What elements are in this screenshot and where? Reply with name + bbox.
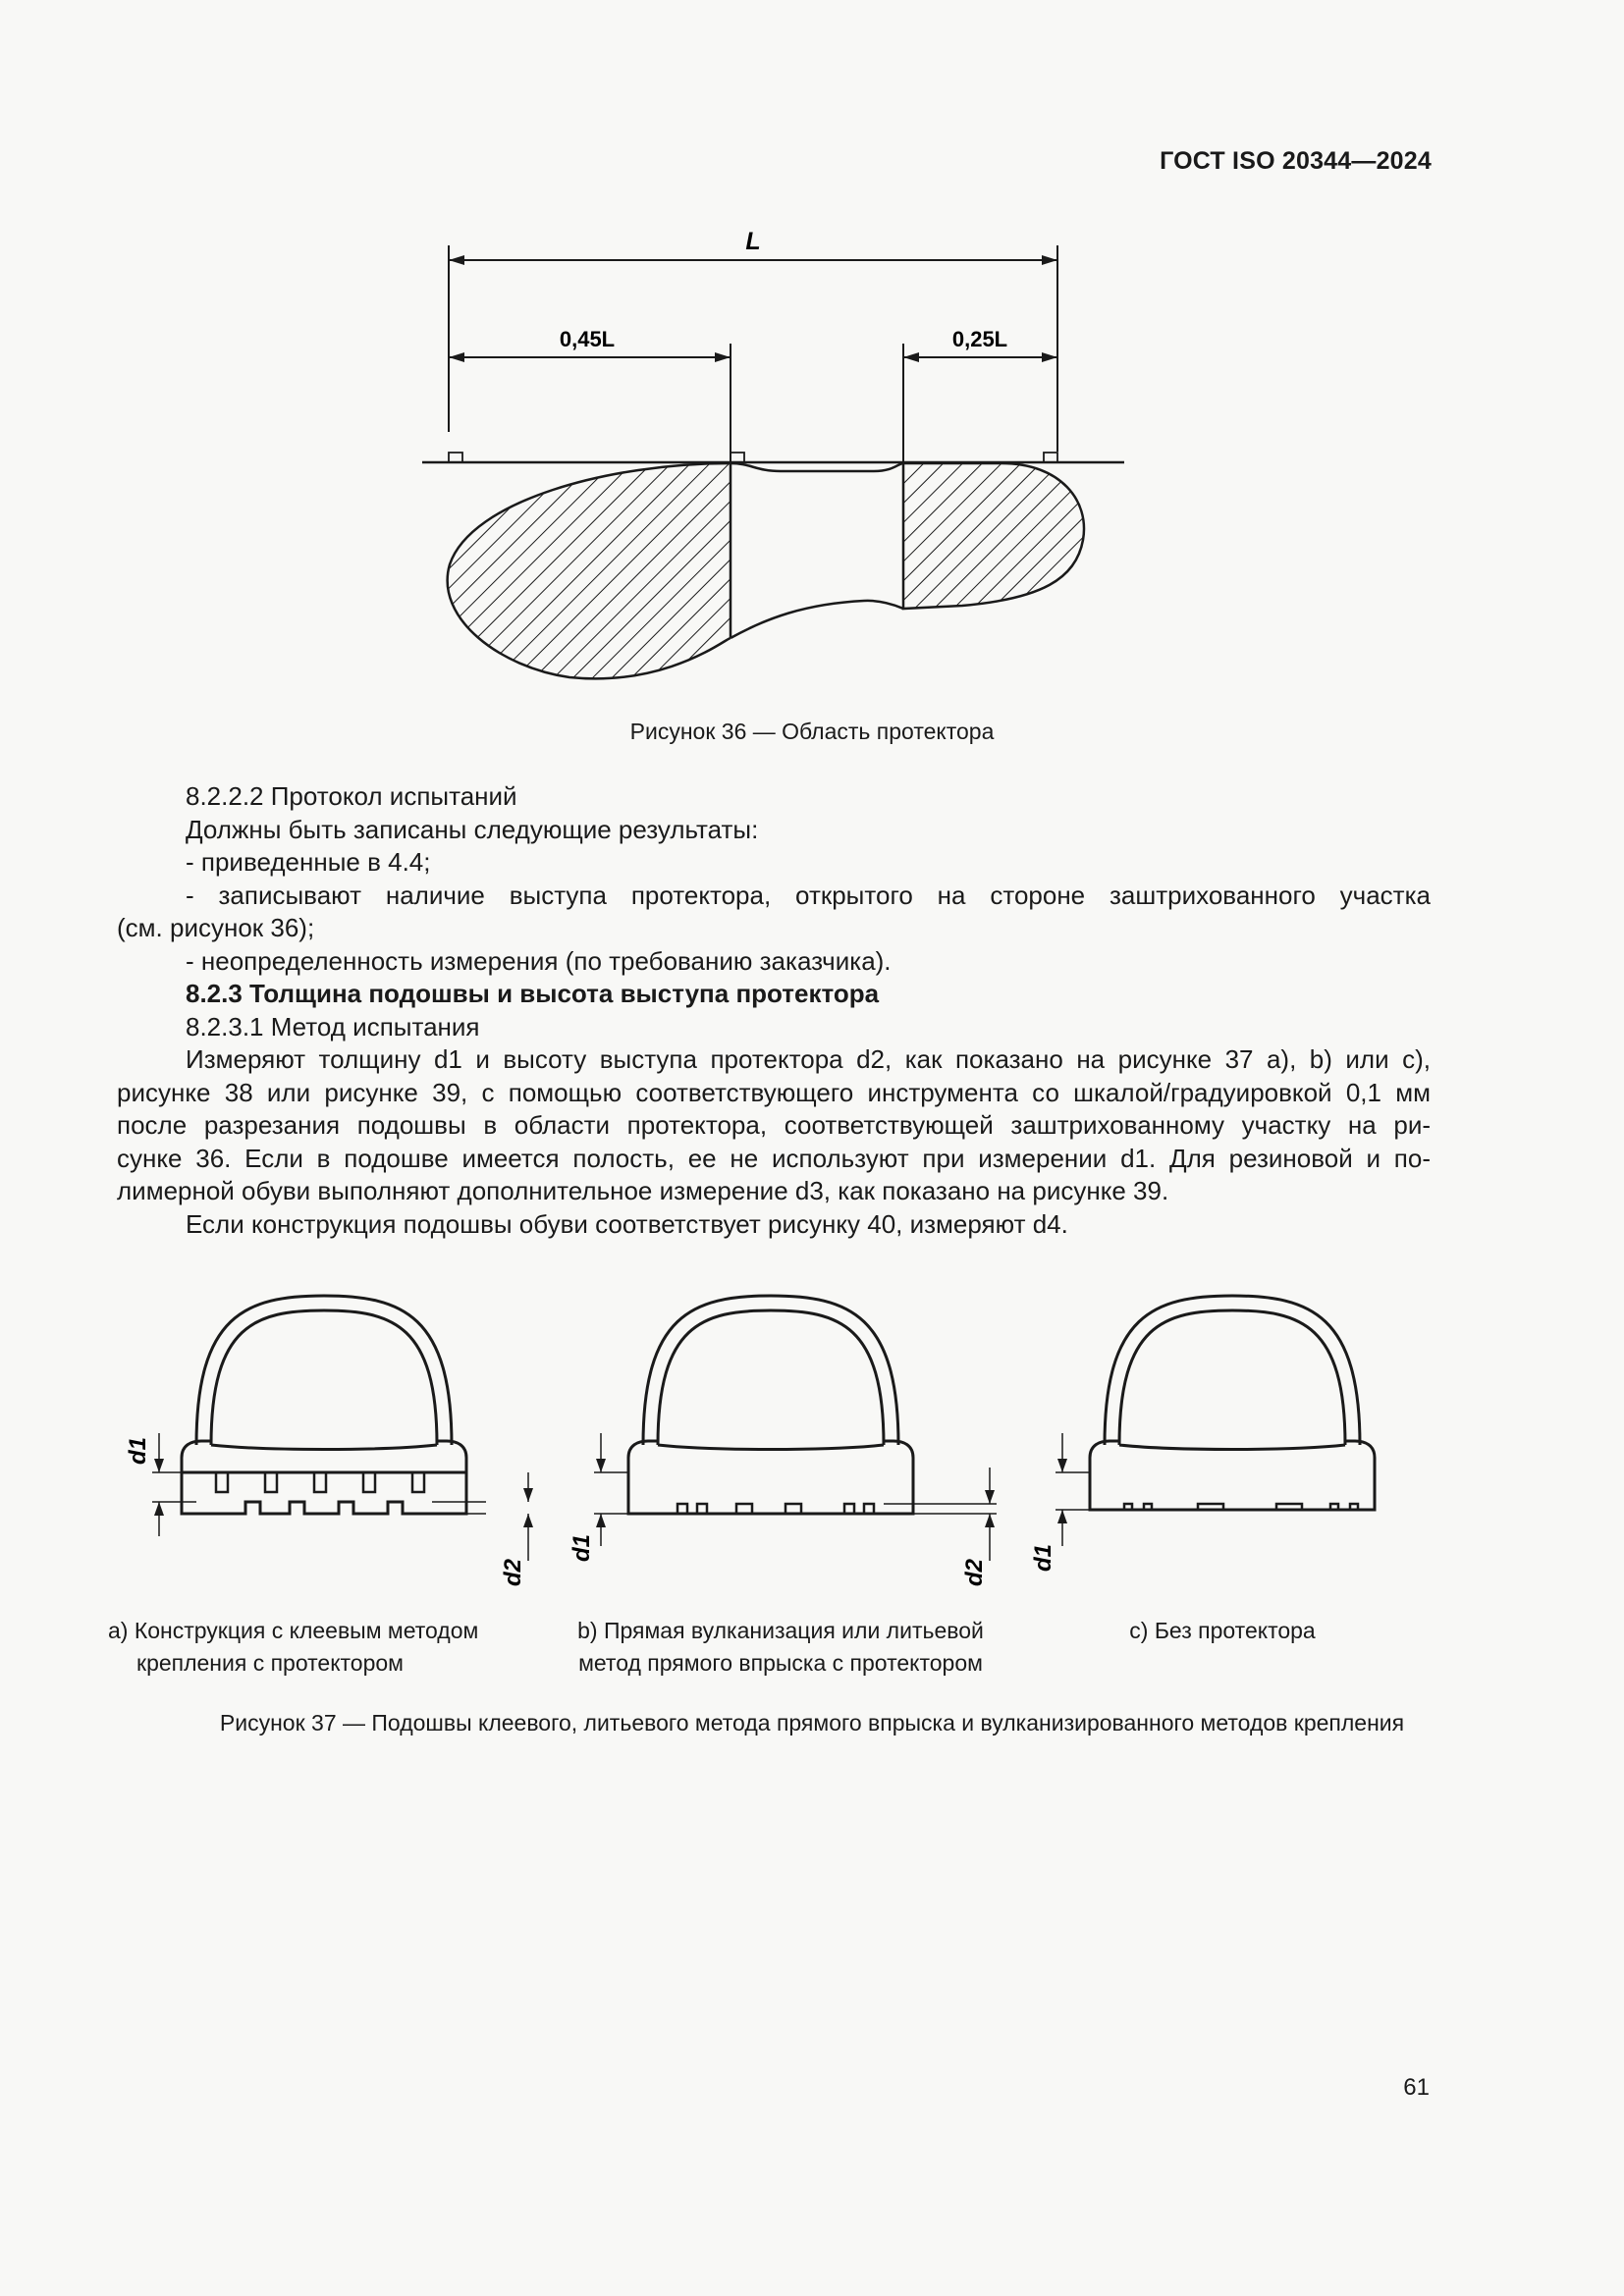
subcaption-c-line1: с) Без протектора [1129, 1618, 1316, 1643]
dimension-d1-label: d1 [1030, 1543, 1056, 1573]
body-text [117, 780, 1431, 1241]
paragraph-1-line4: сунке 36. Если в подошве имеется полость, ее не используют при измерении d1. Для резиновой и по- [117, 1143, 1431, 1173]
list-item-1: - приведенные в 4.4; [186, 847, 431, 877]
dimension-d1-label: d1 [125, 1436, 151, 1466]
subcaption-a-line1: а) Конструкция с клеевым методом [108, 1618, 479, 1643]
paragraph-1-line2: рисунке 38 или рисунке 39, с помощью соответствующего инструмента со шкалой/градуировкой 0,1 мм [117, 1077, 1431, 1107]
dimension-d2-label: d2 [500, 1558, 526, 1587]
subcaption-b-line2: метод прямого впрыска с протектором [578, 1650, 983, 1676]
subcaption-b-line1: b) Прямая вулканизация или литьевой [577, 1618, 984, 1643]
results-intro: Должны быть записаны следующие результаты: [186, 814, 759, 844]
sole-a-glued-with-tread [125, 1296, 533, 1586]
figure-36-tread-area-diagram [412, 216, 1139, 697]
dimension-L-label: L [745, 228, 761, 255]
dimension-front-label: 0,45L [559, 327, 616, 351]
list-item-3: - неопределенность измерения (по требованию заказчика). [186, 945, 892, 976]
sole-b-vulcanized-with-tread [568, 1296, 997, 1586]
paragraph-1-line1: Измеряют толщину d1 и высоту выступа протектора d2, как показано на рисунке 37 а), b) или с), [186, 1044, 1431, 1074]
section-8-2-3-title: 8.2.3 Толщина подошвы и высота выступа протектора [186, 979, 880, 1008]
section-8-2-3-1-title: 8.2.3.1 Метод испытания [186, 1011, 480, 1041]
dimension-heel-label: 0,25L [951, 327, 1008, 351]
document-header: ГОСТ ISO 20344—2024 [1160, 147, 1432, 175]
figure-37-soles-diagram [98, 1276, 1453, 1610]
sole-c-without-tread [1030, 1296, 1375, 1572]
list-item-2-line2: (см. рисунок 36); [117, 913, 315, 942]
dimension-d1-label: d1 [568, 1533, 595, 1563]
paragraph-2: Если конструкция подошвы обуви соответствует рисунку 40, измеряют d4. [186, 1208, 1068, 1239]
subcaption-a-line2: крепления с протектором [136, 1650, 404, 1676]
figure-37-caption: Рисунок 37 — Подошвы клеевого, литьевого метода прямого впрыска и вулканизированного методов крепления [219, 1710, 1405, 1735]
list-item-2-line1: - записывают наличие выступа протектора, открытого на стороне заштрихованного участка [186, 880, 1431, 910]
page-number: 61 [1403, 2074, 1430, 2101]
subcaption-c [1119, 1615, 1326, 1647]
figure-36-caption: Рисунок 36 — Область протектора [629, 719, 995, 744]
section-8-2-2-2-title: 8.2.2.2 Протокол испытаний [186, 781, 517, 811]
subcaption-a [108, 1615, 479, 1680]
subcaption-b [560, 1615, 1001, 1680]
paragraph-1-line5: лимерной обуви выполняют дополнительное измерение d3, как показано на рисунке 39. [117, 1176, 1169, 1205]
dimension-d2-label: d2 [961, 1558, 988, 1587]
paragraph-1-line3: после разрезания подошвы в области протектора, соответствующей заштрихованному участку на ри- [117, 1110, 1431, 1140]
